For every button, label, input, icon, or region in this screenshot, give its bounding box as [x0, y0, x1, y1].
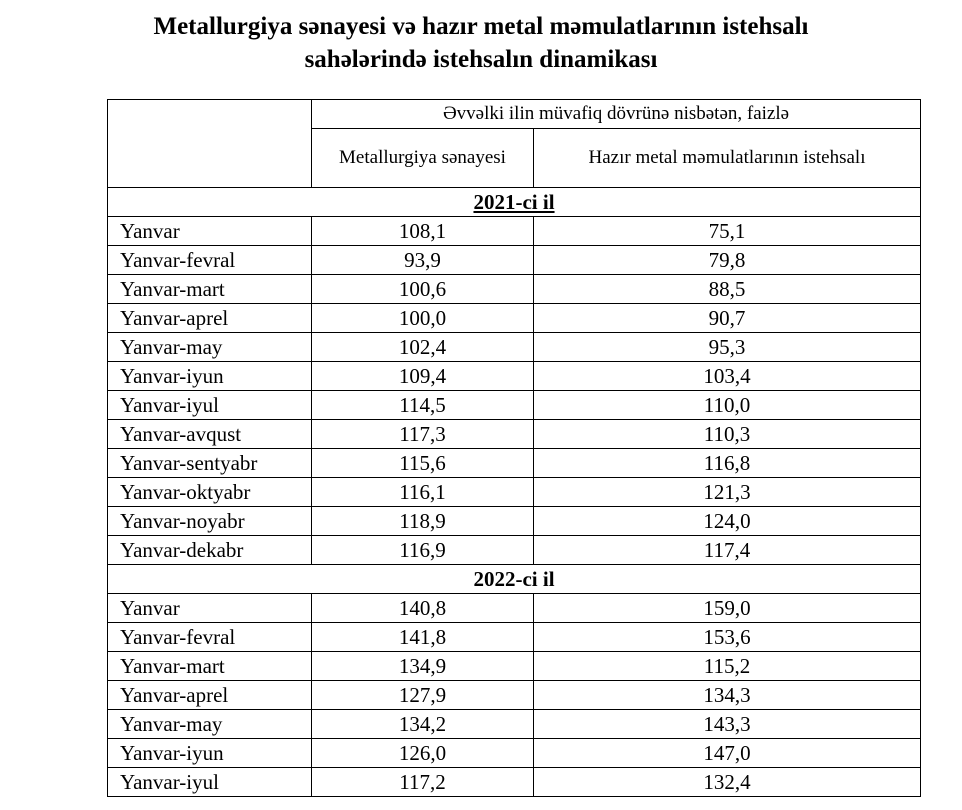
- metal-products-value-cell: 124,0: [534, 507, 921, 536]
- period-cell: Yanvar-iyun: [108, 362, 312, 391]
- metal-products-value-cell: 79,8: [534, 246, 921, 275]
- production-dynamics-table: [107, 99, 921, 797]
- period-cell: Yanvar-avqust: [108, 420, 312, 449]
- header-metallurgy: Metallurgiya sənayesi: [312, 129, 534, 188]
- period-cell: Yanvar: [108, 217, 312, 246]
- metallurgy-value-cell: 100,6: [312, 275, 534, 304]
- metallurgy-value-cell: 141,8: [312, 623, 534, 652]
- metallurgy-value-cell: 118,9: [312, 507, 534, 536]
- header-empty-cell: [108, 100, 312, 188]
- metallurgy-value-cell: 116,9: [312, 536, 534, 565]
- year-row: [108, 188, 921, 217]
- table-row: [108, 246, 921, 275]
- table-row: [108, 623, 921, 652]
- metallurgy-value-cell: 102,4: [312, 333, 534, 362]
- metal-products-value-cell: 132,4: [534, 768, 921, 797]
- metal-products-value-cell: 110,0: [534, 391, 921, 420]
- metallurgy-value-cell: 93,9: [312, 246, 534, 275]
- metal-products-value-cell: 153,6: [534, 623, 921, 652]
- period-cell: Yanvar-mart: [108, 275, 312, 304]
- table-row: [108, 536, 921, 565]
- metallurgy-value-cell: 117,2: [312, 768, 534, 797]
- table-row: [108, 594, 921, 623]
- year-label: 2022-ci il: [473, 567, 555, 591]
- metal-products-value-cell: 117,4: [534, 536, 921, 565]
- table-row: [108, 391, 921, 420]
- metallurgy-value-cell: 115,6: [312, 449, 534, 478]
- table-row: [108, 333, 921, 362]
- metal-products-value-cell: 116,8: [534, 449, 921, 478]
- period-cell: Yanvar-aprel: [108, 681, 312, 710]
- metal-products-value-cell: 110,3: [534, 420, 921, 449]
- year-heading: [108, 565, 921, 594]
- table-row: [108, 449, 921, 478]
- metallurgy-value-cell: 126,0: [312, 739, 534, 768]
- year-row: [108, 565, 921, 594]
- metallurgy-value-cell: 127,9: [312, 681, 534, 710]
- metal-products-value-cell: 95,3: [534, 333, 921, 362]
- period-cell: Yanvar-fevral: [108, 246, 312, 275]
- metallurgy-value-cell: 116,1: [312, 478, 534, 507]
- metallurgy-value-cell: 117,3: [312, 420, 534, 449]
- period-cell: Yanvar-aprel: [108, 304, 312, 333]
- table-row: [108, 420, 921, 449]
- title-line-2: sahələrində istehsalın dinamikası: [304, 46, 658, 73]
- year-heading: [108, 188, 921, 217]
- metal-products-value-cell: 159,0: [534, 594, 921, 623]
- period-cell: Yanvar-dekabr: [108, 536, 312, 565]
- title-line-1: Metallurgiya sənayesi və hazır metal məmulatlarının istehsalı: [153, 13, 809, 40]
- table-row: [108, 478, 921, 507]
- table-row: [108, 507, 921, 536]
- period-cell: Yanvar-sentyabr: [108, 449, 312, 478]
- table-row: [108, 275, 921, 304]
- metal-products-value-cell: 75,1: [534, 217, 921, 246]
- table-row: [108, 681, 921, 710]
- metallurgy-value-cell: 108,1: [312, 217, 534, 246]
- metallurgy-value-cell: 109,4: [312, 362, 534, 391]
- table-row: [108, 362, 921, 391]
- metal-products-value-cell: 134,3: [534, 681, 921, 710]
- table-row: [108, 768, 921, 797]
- header-metal-products: Hazır metal məmulatlarının istehsalı: [534, 129, 921, 188]
- period-cell: Yanvar-noyabr: [108, 507, 312, 536]
- period-cell: Yanvar-iyun: [108, 739, 312, 768]
- period-cell: Yanvar-may: [108, 710, 312, 739]
- header-span-cell: Əvvəlki ilin müvafiq dövrünə nisbətən, faizlə: [312, 100, 921, 129]
- table-row: [108, 739, 921, 768]
- metallurgy-value-cell: 140,8: [312, 594, 534, 623]
- metallurgy-value-cell: 114,5: [312, 391, 534, 420]
- metal-products-value-cell: 121,3: [534, 478, 921, 507]
- header-row-top: [108, 100, 921, 129]
- metal-products-value-cell: 90,7: [534, 304, 921, 333]
- year-label: 2021-ci il: [473, 190, 555, 214]
- metallurgy-value-cell: 134,9: [312, 652, 534, 681]
- table-row: [108, 710, 921, 739]
- table-row: [108, 652, 921, 681]
- metal-products-value-cell: 143,3: [534, 710, 921, 739]
- table-row: [108, 304, 921, 333]
- table-row: [108, 217, 921, 246]
- period-cell: Yanvar-fevral: [108, 623, 312, 652]
- document-title: [0, 10, 962, 76]
- metal-products-value-cell: 88,5: [534, 275, 921, 304]
- period-cell: Yanvar-iyul: [108, 768, 312, 797]
- period-cell: Yanvar: [108, 594, 312, 623]
- metal-products-value-cell: 115,2: [534, 652, 921, 681]
- metallurgy-value-cell: 134,2: [312, 710, 534, 739]
- metallurgy-value-cell: 100,0: [312, 304, 534, 333]
- period-cell: Yanvar-mart: [108, 652, 312, 681]
- metal-products-value-cell: 147,0: [534, 739, 921, 768]
- period-cell: Yanvar-iyul: [108, 391, 312, 420]
- period-cell: Yanvar-may: [108, 333, 312, 362]
- metal-products-value-cell: 103,4: [534, 362, 921, 391]
- period-cell: Yanvar-oktyabr: [108, 478, 312, 507]
